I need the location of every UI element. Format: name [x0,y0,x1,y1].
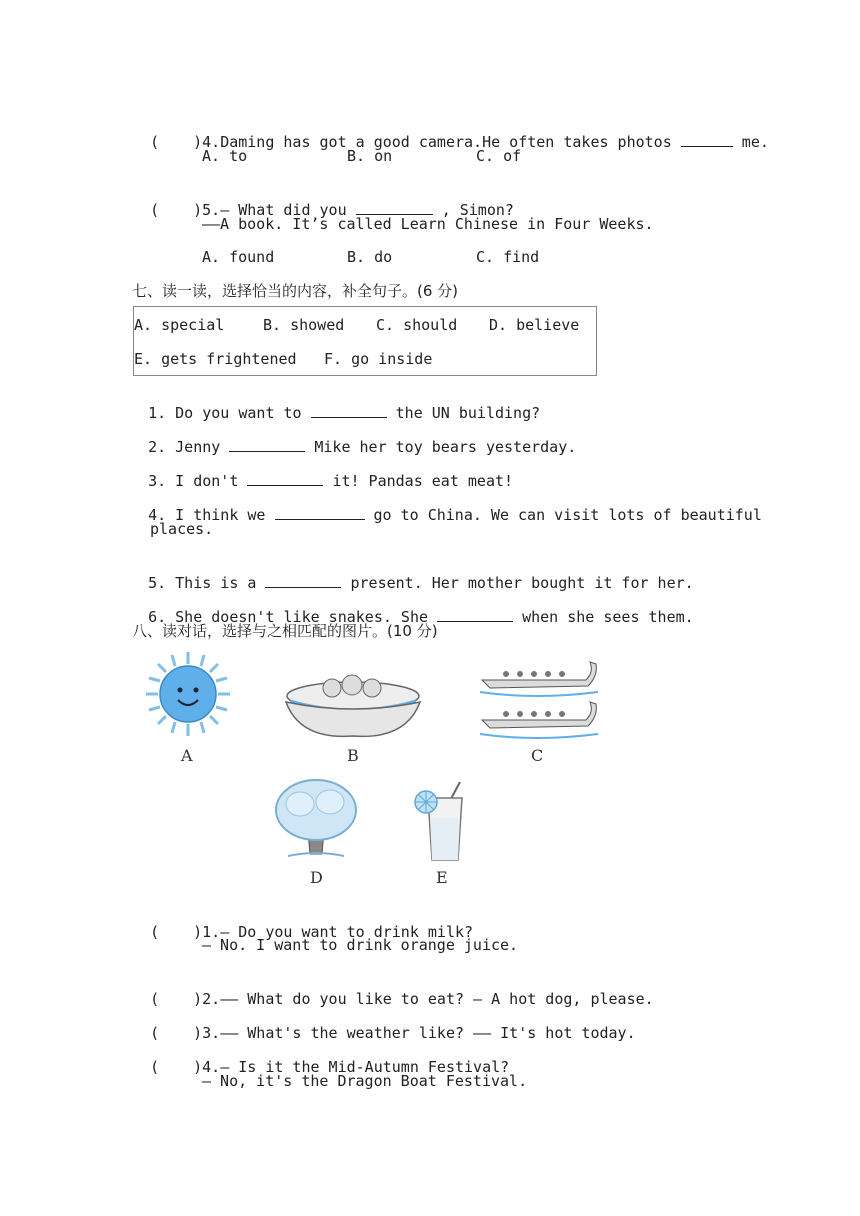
q5-option-c: C. find [476,248,540,266]
word-bank-b: B. showed [263,316,345,334]
dialog-4: ( )4.— Is it the Mid-Autumn Festival? [150,1058,510,1076]
fill-item-4: 4. I think we go to China. We can visit lots of beautiful [148,506,762,524]
q5-answer-line: ——A book. It’s called Learn Chinese in Four Weeks. [202,215,654,233]
fill-item-4-continued: places. [150,520,214,538]
dialog-1-reply: — No. I want to drink orange juice. [202,936,519,954]
fill-item-6: 6. She doesn't like snakes. She when she sees them. [148,608,694,626]
fill-blank[interactable] [265,573,341,588]
word-bank-c: C. should [376,316,458,334]
q4-option-a: A. to [202,147,248,165]
fill-item-1: 1. Do you want to the UN building? [148,404,541,422]
fill-blank[interactable] [311,403,387,418]
word-bank-e: E. gets frightened [134,350,297,368]
fill-item-2: 2. Jenny Mike her toy bears yesterday. [148,438,577,456]
answer-paren-open: ( [150,133,160,151]
tree-icon [270,774,362,864]
dragon-boat-icon [476,656,602,748]
q5-option-b: B. do [347,248,393,266]
question-text: Daming has got a good camera.He often takes photos [220,133,672,151]
fill-blank[interactable] [247,471,323,486]
word-bank-d: D. believe [489,316,580,334]
section-7-title: 七、读一读，选择恰当的内容，补全句子。(6 分) [132,282,459,300]
picture-label-a: A [181,746,193,765]
fill-blank[interactable] [437,607,513,622]
dialog-2: ( )2.—— What do you like to eat? — A hot dog, please. [150,990,654,1008]
fill-blank[interactable] [356,200,433,215]
fill-item-5: 5. This is a present. Her mother bought it for her. [148,574,694,592]
q4-option-c: C. of [476,147,522,165]
question-4: ( )4.Daming has got a good camera.He often takes photos me. [150,133,769,151]
picture-label-b: B [347,746,359,765]
fill-blank[interactable] [229,437,305,452]
hot-dog-icon [280,670,426,742]
fill-blank[interactable] [275,505,365,520]
word-bank-f: F. go inside [324,350,433,368]
section-8-title: 八、读对话，选择与之相匹配的图片。(10 分) [132,622,438,640]
question-5: ( )5.— What did you , Simon? [150,201,514,219]
q4-option-b: B. on [347,147,393,165]
picture-label-e: E [436,868,448,887]
sun-icon [142,648,234,740]
dialog-3: ( )3.—— What's the weather like? —— It's hot today. [150,1024,636,1042]
q5-option-a: A. found [202,248,275,266]
orange-juice-icon [410,778,470,864]
picture-label-d: D [310,868,323,887]
picture-label-c: C [531,746,544,765]
word-bank-a: A. special [134,316,225,334]
dialog-1: ( )1.— Do you want to drink milk? [150,923,474,941]
fill-item-3: 3. I don't it! Pandas eat meat! [148,472,514,490]
dialog-4-reply: — No, it's the Dragon Boat Festival. [202,1072,528,1090]
fill-blank[interactable] [681,132,733,147]
